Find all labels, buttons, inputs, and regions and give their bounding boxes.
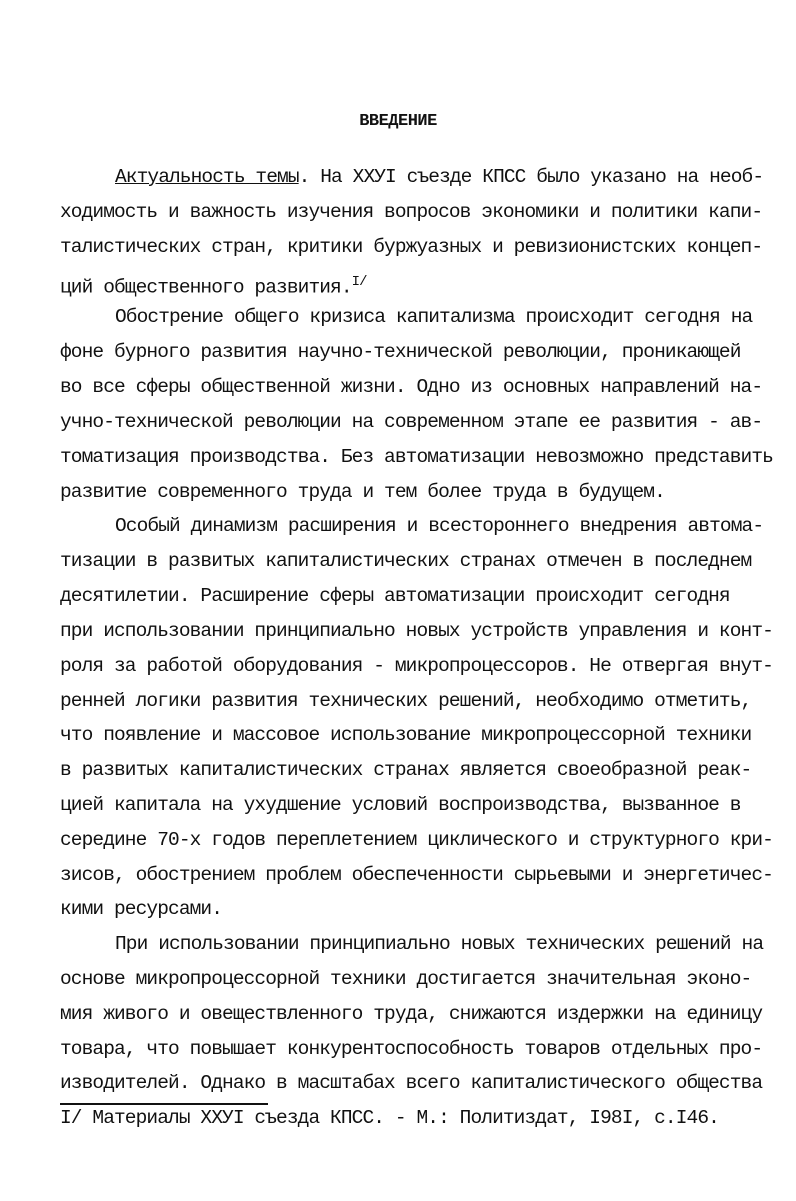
page-title: ВВЕДЕНИЕ bbox=[359, 112, 437, 131]
text-line: мия живого и овеществленного труда, снижаются издержки на единицу bbox=[60, 1003, 763, 1025]
text-line: Обострение общего кризиса капитализма происходит сегодня на bbox=[115, 306, 753, 328]
text-line-body: ций общественного развития. bbox=[60, 276, 352, 299]
text-line: середине 70-х годов переплетением циклического и структурного кри- bbox=[60, 829, 773, 851]
text-line: фоне бурного развития научно-технической революции, проникающей bbox=[60, 341, 741, 363]
text-line: в развитых капиталистических странах является своеобразной реак- bbox=[60, 759, 752, 781]
footnote-reference: I/ bbox=[351, 274, 367, 290]
text-line: талистических стран, критики буржуазных и ревизионистских концеп- bbox=[60, 236, 763, 258]
topic-heading: Актуальность темы bbox=[115, 166, 299, 188]
text-line: кими ресурсами. bbox=[60, 898, 223, 920]
text-line: основе микропроцессорной техники достигается значительная эконо- bbox=[60, 968, 752, 990]
text-line: Особый динамизм расширения и всестороннего внедрения автома- bbox=[115, 515, 764, 537]
text-line: ренней логики развития технических решений, необходимо отметить, bbox=[60, 690, 752, 712]
text-line: томатизация производства. Без автоматизации невозможно представить bbox=[60, 446, 773, 468]
text-line: развитие современного труда и тем более труда в будущем. bbox=[60, 481, 665, 503]
text-line-rest: . На ХХУI съезде КПСС было указано на необ- bbox=[298, 166, 764, 188]
text-line: роля за работой оборудования - микропроцессоров. Не отвергая внут- bbox=[60, 655, 773, 677]
text-line: изводителей. Однако в масштабах всего капиталистического общества bbox=[60, 1072, 763, 1094]
text-line: десятилетии. Расширение сферы автоматизации происходит сегодня bbox=[60, 585, 730, 607]
text-line: тизации в развитых капиталистических странах отмечен в последнем bbox=[60, 550, 752, 572]
text-line: во все сферы общественной жизни. Одно из основных направлений на- bbox=[60, 376, 763, 398]
text-line: зисов, обострением проблем обеспеченности сырьевыми и энергетичес- bbox=[60, 864, 773, 886]
text-line bbox=[60, 270, 367, 300]
footnote: I/ Материалы ХХУI съезда КПСС. - М.: Политиздат, I98I, с.I46. bbox=[60, 1107, 719, 1129]
text-line: что появление и массовое использование микропроцессорной техники bbox=[60, 724, 752, 746]
text-line: цией капитала на ухудшение условий воспроизводства, вызванное в bbox=[60, 794, 741, 816]
footnote-divider bbox=[60, 1103, 268, 1105]
text-line: учно-технической революции на современном этапе ее развития - ав- bbox=[60, 411, 763, 433]
text-line bbox=[115, 165, 763, 189]
text-line: товара, что повышает конкурентоспособность товаров отдельных про- bbox=[60, 1038, 763, 1060]
text-line: при использовании принципиально новых устройств управления и конт- bbox=[60, 620, 773, 642]
text-line: ходимость и важность изучения вопросов экономики и политики капи- bbox=[60, 201, 763, 223]
text-line: При использовании принципиально новых технических решений на bbox=[115, 933, 764, 955]
